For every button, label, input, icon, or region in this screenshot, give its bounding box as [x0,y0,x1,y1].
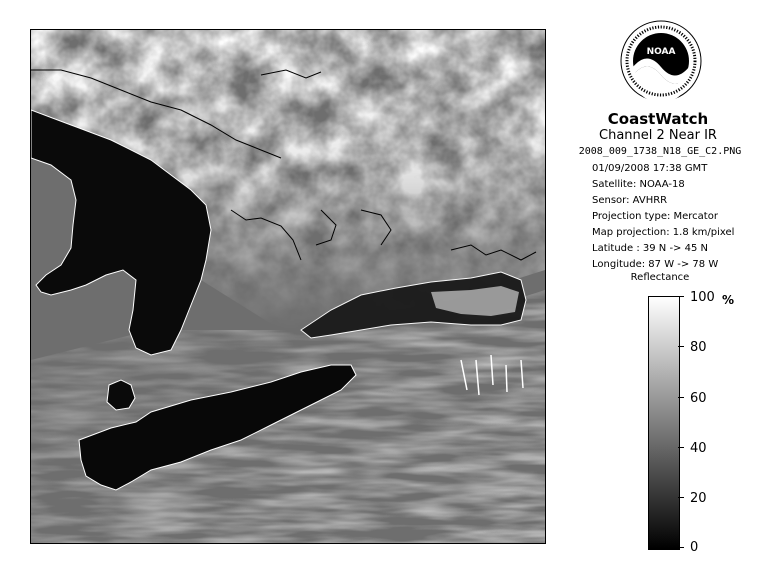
colorbar-tick [678,447,684,448]
legend-unit: % [722,293,735,307]
tick-label-80: 80 [690,340,707,355]
map-projection: Map projection: 1.8 km/pixel [592,227,735,238]
colorbar-tick [678,346,684,347]
reflectance-colorbar [648,296,680,550]
colorbar-tick [678,497,684,498]
tick-label-40: 40 [690,441,707,456]
product-title: CoastWatch [607,110,709,128]
colorbar-tick [678,547,684,548]
satellite-map [31,30,545,543]
channel-subtitle: Channel 2 Near IR [599,128,717,143]
colorbar-tick [678,397,684,398]
tick-label-60: 60 [690,391,707,406]
satellite-info: Satellite: NOAA-18 [592,179,685,190]
latitude-range: Latitude : 39 N -> 45 N [592,243,708,254]
noaa-logo [620,20,702,102]
logo-center-text: NOAA [646,47,676,57]
lake-st-clair [107,380,135,410]
colorbar-tick [678,296,684,297]
sensor-info: Sensor: AVHRR [592,195,668,206]
tick-label-100: 100 [690,290,715,305]
projection-type: Projection type: Mercator [592,211,718,222]
tick-label-0: 0 [690,540,699,555]
legend-title: Reflectance [630,272,690,283]
satellite-image [30,29,546,544]
image-filename: 2008_009_1738_N18_GE_C2.PNG [578,146,742,157]
tick-label-20: 20 [690,491,707,506]
date-time: 01/09/2008 17:38 GMT [592,163,708,174]
longitude-range: Longitude: 87 W -> 78 W [592,259,719,270]
